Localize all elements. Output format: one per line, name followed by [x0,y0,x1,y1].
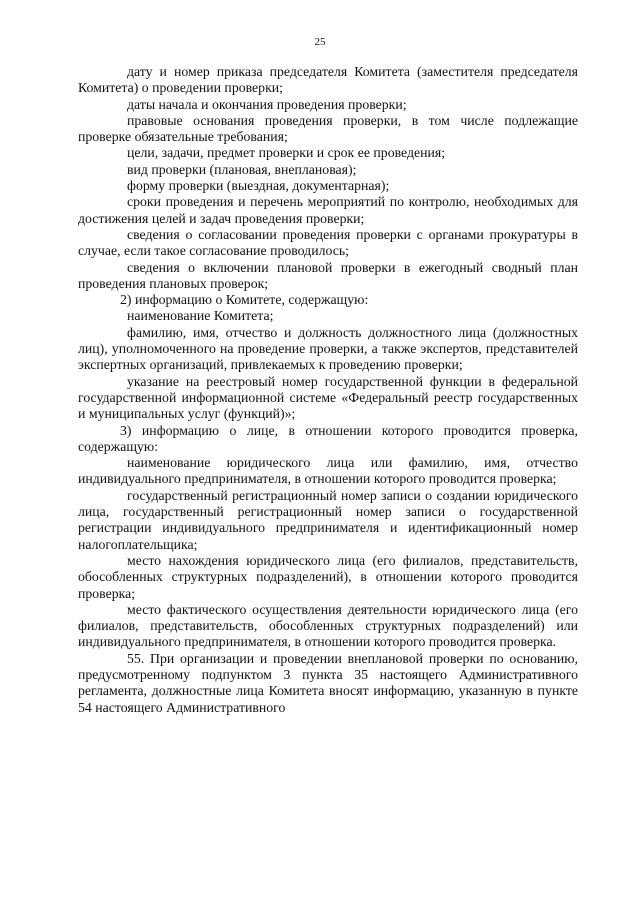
paragraph-actual-activity-place: место фактического осуществления деятельности юридического лица (его филиалов, представительств, обособленных структурных подразделений) или индивидуального предпринимателя, в отношении которого проводится проверка. [78,601,578,650]
paragraph-annual-plan: сведения о включении плановой проверки в ежегодный сводный план проведения плановых проверок; [78,259,578,291]
page-number: 25 [314,36,326,48]
document-body [78,64,578,716]
paragraph-officials: фамилию, имя, отчество и должность должностного лица (должностных лиц), уполномоченного на проведение проверки, а также экспертов, представителей экспертных организаций, привлекаемых к проведению проверки; [78,324,578,373]
paragraph-location: место нахождения юридического лица (его филиалов, представительств, обособленных структурных подразделений), в отношении которого проводится проверка; [78,552,578,601]
paragraph-registry-number: указание на реестровый номер государственной функции в федеральной государственной информационной системе «Федеральный реестр государственных и муниципальных услуг (функций)»; [78,373,578,422]
paragraph-registration-numbers: государственный регистрационный номер записи о создании юридического лица, государственный регистрационный номер записи о государственной регистрации индивидуального предпринимателя и идентификационный номер налогоплательщика; [78,487,578,552]
paragraph-order-date-number: дату и номер приказа председателя Комитета (заместителя председателя Комитета) о проведении проверки; [78,64,578,96]
paragraph-goals-tasks: цели, задачи, предмет проверки и срок ее проведения; [127,145,446,161]
paragraph-inspection-form: форму проверки (выездная, документарная); [127,178,390,194]
paragraph-inspection-type: вид проверки (плановая, внеплановая); [127,161,357,177]
paragraph-inspected-person-heading: 3) информацию о лице, в отношении которого проводится проверка, содержащую: [78,422,578,454]
paragraph-55: 55. При организации и проведении внеплановой проверки по основанию, предусмотренному подпунктом 3 пункта 35 настоящего Административного регламента, должностные лица Комитета вносят информацию, указанную в пункте 54 настоящего Административного [78,650,578,715]
paragraph-prosecutor-approval: сведения о согласовании проведения проверки с органами прокуратуры в случае, если такое согласование проводилось; [78,226,578,259]
paragraph-terms-measures: сроки проведения и перечень мероприятий по контролю, необходимых для достижения целей и задач проведения проверки; [78,194,578,226]
paragraph-committee-name: наименование Комитета; [127,308,274,324]
paragraph-legal-grounds: правовые основания проведения проверки, в том числе подлежащие проверке обязательные требования; [78,112,578,145]
paragraph-entity-name: наименование юридического лица или фамилию, имя, отчество индивидуального предпринимателя, в отношении которого проводится проверка; [78,455,578,487]
paragraph-committee-info-heading: 2) информацию о Комитете, содержащую: [120,292,369,308]
paragraph-start-end-dates: даты начала и окончания проведения проверки; [127,96,407,112]
